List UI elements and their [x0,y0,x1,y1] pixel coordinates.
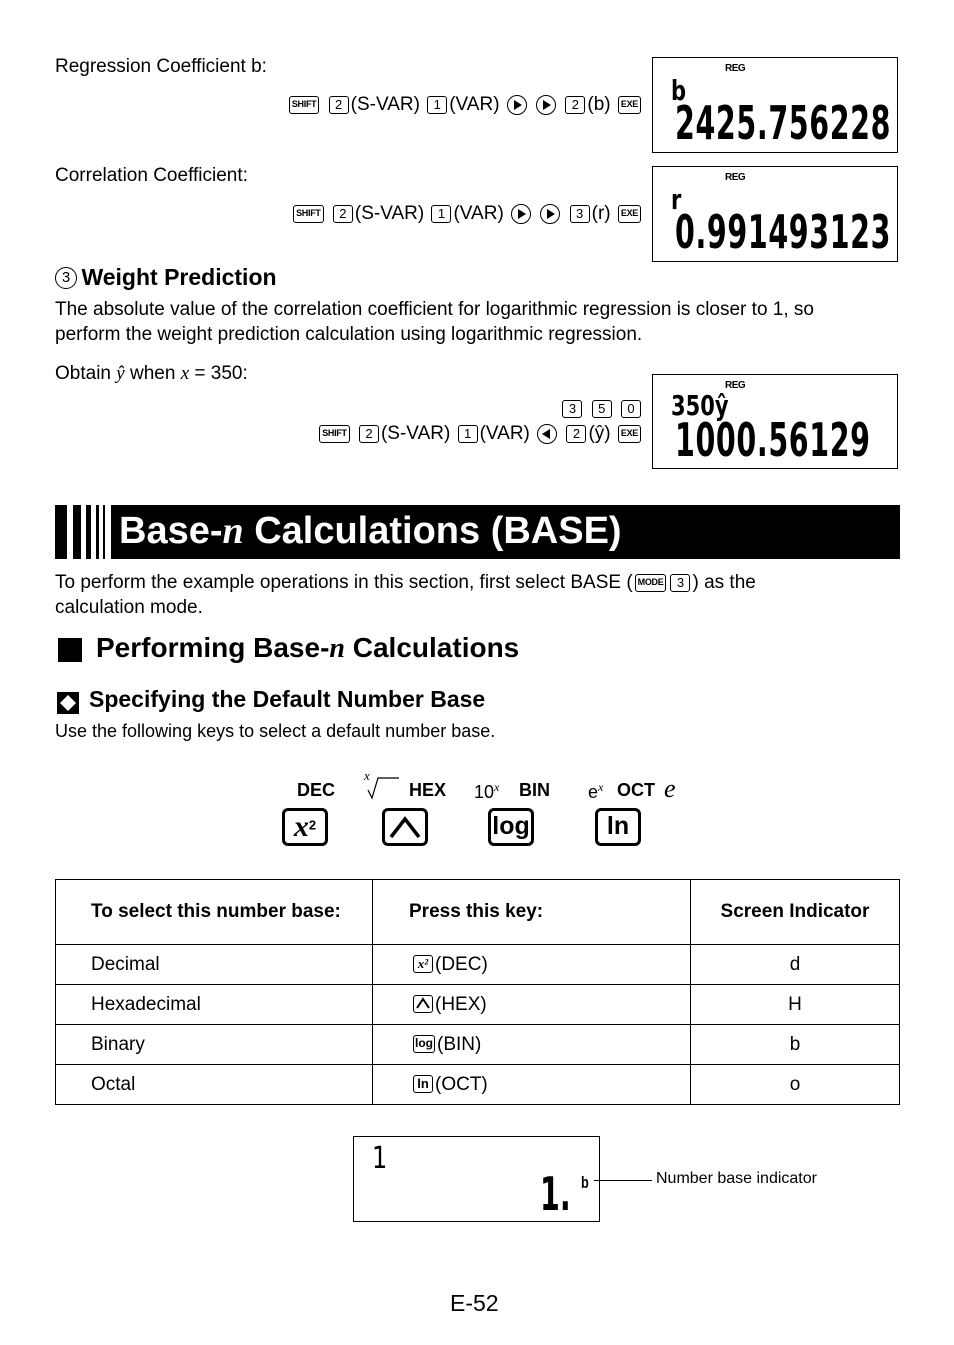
table-row [56,1025,900,1065]
specifying-heading: Specifying the Default Number Base [89,686,486,712]
var-label: (VAR) [479,423,530,444]
cell-base: Decimal [56,945,373,985]
cell-base: Binary [56,1025,373,1065]
table-row [56,985,900,1025]
up-arrow-key-icon [382,808,428,846]
square-bullet-icon [58,638,82,662]
e-constant-label: e [664,774,676,803]
page-number: E-52 [450,1290,499,1316]
screen-value: 0.991493123 [675,205,892,259]
cell-base: Hexadecimal [56,985,373,1025]
cell-key: log (BIN) [373,1025,691,1065]
oct-label: OCT [617,780,655,800]
shift-key: SHIFT [319,425,350,443]
svar-label: (S-VAR) [380,423,451,444]
xroot-icon [367,776,401,800]
shift-key: SHIFT [289,96,320,114]
cell-indicator: b [691,1025,900,1065]
number-base-table [55,879,900,1105]
r-label: (r) [591,203,611,224]
lcd-screen-yhat [652,374,898,469]
svar-label: (S-VAR) [350,94,420,115]
cell-indicator: H [691,985,900,1025]
right-arrow-icon [511,204,531,224]
key-3: 3 [670,574,690,592]
weight-prediction-heading [55,264,277,291]
weight-key-sequence-row1 [560,395,643,423]
key-2: 2 [329,96,349,114]
reg-indicator: REG [725,380,746,391]
key-3: 3 [562,400,582,418]
var-label: (VAR) [453,203,504,224]
lcd-screen-example [353,1136,600,1222]
callout-line [594,1180,652,1181]
exe-key: EXE [618,425,641,443]
circled-number: 3 [55,267,77,289]
weight-para-line2: perform the weight prediction calculation using logarithmic regression. [55,324,643,345]
screen-value: 2425.756228 [675,96,892,150]
header-base: To select this number base: [56,880,373,945]
cell-indicator: o [691,1065,900,1105]
left-arrow-icon [537,424,557,444]
cell-base: Octal [56,1065,373,1105]
key-2: 2 [333,205,353,223]
weight-para-line1: The absolute value of the correlation coefficient for logarithmic regression is closer to 1, so [55,299,814,320]
right-arrow-icon [540,204,560,224]
specifying-description: Use the following keys to select a default number base. [55,721,496,741]
lcd-screen-b [652,57,898,153]
key-1: 1 [458,425,478,443]
up-arrow-key-small-icon [413,995,433,1013]
key-2: 2 [566,425,586,443]
weight-prediction-title: Weight Prediction [81,264,277,290]
ln-key-icon: ln [595,808,641,846]
reg-indicator: REG [725,63,746,74]
table-row [56,1065,900,1105]
x-squared-key-icon: $x^2$ [282,808,328,846]
key-3: 3 [570,205,590,223]
correlation-key-sequence [291,200,643,228]
screen-variable: r [671,183,682,216]
ln-key-small-icon: ln [413,1075,433,1093]
x-squared-key-small-icon: x² [413,955,433,973]
screen-value: 1000.56129 [675,413,871,467]
key-2: 2 [565,96,585,114]
section-banner [55,505,900,559]
correlation-label: Correlation Coefficient: [55,165,248,186]
hex-label: HEX [409,780,447,800]
xroot-index: x [364,768,370,783]
obtain-line: Obtain ŷ when x = 350: [55,363,248,384]
callout-label: Number base indicator [656,1170,817,1187]
table-header-row [56,880,900,945]
tenx-label: 10$^x$ [474,780,500,802]
dec-label: DEC [297,780,336,800]
lcd-screen-r [652,166,898,262]
weight-key-sequence-row2 [317,420,643,448]
intro-line2: calculation mode. [55,597,203,618]
header-indicator: Screen Indicator [691,880,900,945]
exe-key: EXE [618,205,641,223]
var-label: (VAR) [449,94,500,115]
log-key-icon: log [488,808,534,846]
table-row [56,945,900,985]
cell-key: ln (OCT) [373,1065,691,1105]
diamond-bullet-icon [57,692,79,714]
regression-b-key-sequence [287,91,643,119]
cell-key: (HEX) [373,985,691,1025]
key-0: 0 [621,400,641,418]
key-1: 1 [427,96,447,114]
regression-b-label: Regression Coefficient b: [55,56,267,77]
bin-label: BIN [519,780,550,800]
reg-indicator: REG [725,172,746,183]
ex-label: $e^x$ [588,780,604,802]
b-label: (b) [587,94,611,115]
right-arrow-icon [536,95,556,115]
svar-label: (S-VAR) [354,203,425,224]
key-2: 2 [359,425,379,443]
log-key-small-icon: log [413,1035,435,1053]
banner-title: Base-n Calculations (BASE) [119,510,622,552]
shift-key: SHIFT [293,205,324,223]
key-1: 1 [431,205,451,223]
screen-variable: 350ŷ [671,389,729,422]
right-arrow-icon [507,95,527,115]
screen-base-indicator: b [581,1173,589,1192]
screen-variable: b [671,74,687,107]
screen-result: 1. [540,1167,571,1221]
cell-indicator: d [691,945,900,985]
exe-key: EXE [618,96,641,114]
yhat-label: (ŷ) [588,423,611,444]
key-5: 5 [592,400,612,418]
cell-key: x² (DEC) [373,945,691,985]
intro-line1: To perform the example operations in this section, first select BASE ( MODE 3 ) as the [55,572,756,593]
screen-input: 1 [372,1141,388,1176]
header-key: Press this key: [373,880,691,945]
mode-key: MODE [635,574,667,592]
performing-heading: Performing Base-n Calculations [96,632,520,664]
